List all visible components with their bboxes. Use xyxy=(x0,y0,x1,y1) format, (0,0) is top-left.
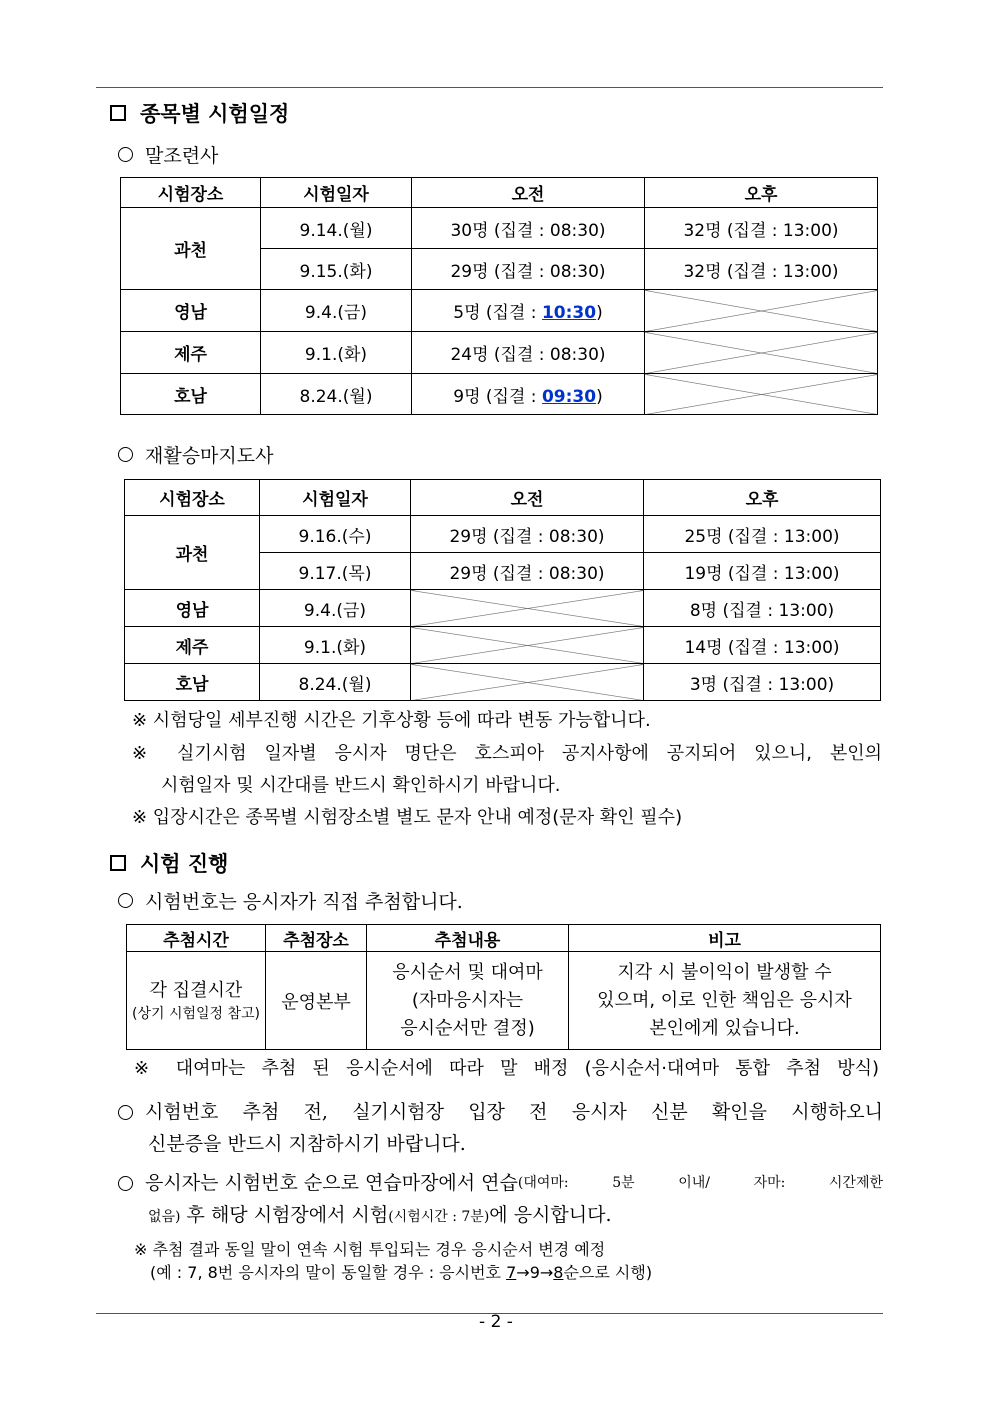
pm-cell: 32명 (집결 : 13:00) xyxy=(645,208,878,249)
am-cell: 9명 (집결 : 09:30) xyxy=(412,374,645,415)
section-title-progress: 시험 진행 xyxy=(110,848,228,878)
am-cell: 29명 (집결 : 08:30) xyxy=(411,516,644,553)
header-pm: 오후 xyxy=(644,480,881,516)
header-am: 오전 xyxy=(412,178,645,208)
place-cell: 과천 xyxy=(125,516,260,590)
empty-crossed-cell xyxy=(411,590,644,627)
table-row xyxy=(121,332,878,374)
table-row xyxy=(121,374,878,415)
place-cell: 영남 xyxy=(121,290,261,332)
am-cell: 29명 (집결 : 08:30) xyxy=(411,553,644,590)
table-header-row xyxy=(121,178,878,208)
date-cell: 9.1.(화) xyxy=(261,332,412,374)
header-place: 시험장소 xyxy=(125,480,260,516)
checkbox-square-icon xyxy=(110,105,126,121)
circle-bullet-icon xyxy=(118,1105,133,1120)
date-cell: 8.24.(월) xyxy=(261,374,412,415)
note-order-change: ※ 추첨 결과 동일 말이 연속 시험 투입되는 경우 응시순서 변경 예정 xyxy=(134,1240,606,1259)
pm-cell: 32명 (집결 : 13:00) xyxy=(645,249,878,290)
pm-cell: 19명 (집결 : 13:00) xyxy=(644,553,881,590)
date-cell: 9.4.(금) xyxy=(261,290,412,332)
subtitle-horse-trainer: 말조련사 xyxy=(118,141,218,168)
table-row xyxy=(125,664,881,701)
date-cell: 9.17.(목) xyxy=(260,553,411,590)
circle-bullet-icon xyxy=(118,893,133,908)
note-applicant-list-cont: 시험일자 및 시간대를 반드시 확인하시기 바랍니다. xyxy=(161,775,561,796)
rehab-instructor-table xyxy=(124,479,881,701)
circle-bullet-icon xyxy=(118,447,133,462)
table-header-row xyxy=(127,925,881,952)
date-cell: 9.16.(수) xyxy=(260,516,411,553)
note-applicant-list: ※ 실기시험 일자별 응시자 명단은 호스피아 공지사항에 공지되어 있으니, 본인의 xyxy=(132,743,882,764)
subtitle-rehab-instructor: 재활승마지도사 xyxy=(118,441,273,468)
highlighted-time: 10:30 xyxy=(541,303,597,323)
table-row xyxy=(121,290,878,332)
subtitle-draw: 시험번호는 응시자가 직접 추첨합니다. xyxy=(118,887,463,914)
para-practice: 응시자는 시험번호 순으로 연습마장에서 연습 (대여마: 5분 이내/ 자마: 시간제한 없음) 후 해당 시험장에서 시험(시험시간 : 7분)에 응시합니다. xyxy=(118,1167,883,1233)
note-order-example: (예 : 7, 8번 응시자의 말이 동일할 경우 : 응시번호 7→9→8순으로 시행) xyxy=(150,1263,653,1282)
table-row xyxy=(125,627,881,664)
table-row xyxy=(121,208,878,249)
am-cell: 29명 (집결 : 08:30) xyxy=(412,249,645,290)
header-draw-content: 추첨내용 xyxy=(367,925,569,952)
highlighted-time: 09:30 xyxy=(541,386,597,407)
am-cell: 5명 (집결 : 10:30) xyxy=(412,290,645,332)
header-rule xyxy=(96,87,883,88)
draw-place-cell: 운영본부 xyxy=(266,952,367,1050)
empty-crossed-cell xyxy=(411,627,644,664)
note-entry-time: ※ 입장시간은 종목별 시험장소별 별도 문자 안내 예정(문자 확인 필수) xyxy=(132,807,683,828)
section-title-schedule: 종목별 시험일정 xyxy=(110,98,289,128)
header-date: 시험일자 xyxy=(260,480,411,516)
header-date: 시험일자 xyxy=(261,178,412,208)
header-pm: 오후 xyxy=(645,178,878,208)
horse-trainer-table xyxy=(120,177,878,415)
pm-cell: 25명 (집결 : 13:00) xyxy=(644,516,881,553)
pm-cell: 14명 (집결 : 13:00) xyxy=(644,627,881,664)
note-horse-assign: ※ 대여마는 추첨 된 응시순서에 따라 말 배정 (응시순서·대여마 통합 추첨 방식) xyxy=(134,1058,879,1079)
place-cell: 제주 xyxy=(121,332,261,374)
am-cell: 30명 (집결 : 08:30) xyxy=(412,208,645,249)
place-cell: 과천 xyxy=(121,208,261,290)
empty-crossed-cell xyxy=(645,374,878,415)
draw-table xyxy=(126,924,881,1050)
pm-cell: 8명 (집결 : 13:00) xyxy=(644,590,881,627)
draw-content-cell: 응시순서 및 대여마 (자마응시자는 응시순서만 결정) xyxy=(367,952,569,1050)
am-cell: 24명 (집결 : 08:30) xyxy=(412,332,645,374)
date-cell: 9.14.(월) xyxy=(261,208,412,249)
note-weather: ※ 시험당일 세부진행 시간은 기후상황 등에 따라 변동 가능합니다. xyxy=(132,710,651,731)
remark-cell: 지각 시 불이익이 발생할 수 있으며, 이로 인한 책임은 응시자 본인에게 있습니다. xyxy=(569,952,881,1050)
date-cell: 8.24.(월) xyxy=(260,664,411,701)
header-remark: 비고 xyxy=(569,925,881,952)
header-draw-time: 추첨시간 xyxy=(127,925,266,952)
header-am: 오전 xyxy=(411,480,644,516)
date-cell: 9.4.(금) xyxy=(260,590,411,627)
date-cell: 9.1.(화) xyxy=(260,627,411,664)
pm-cell: 3명 (집결 : 13:00) xyxy=(644,664,881,701)
table-row xyxy=(125,516,881,553)
page-number: - 2 - xyxy=(479,1312,513,1332)
header-place: 시험장소 xyxy=(121,178,261,208)
empty-crossed-cell xyxy=(645,332,878,374)
header-draw-place: 추첨장소 xyxy=(266,925,367,952)
date-cell: 9.15.(화) xyxy=(261,249,412,290)
empty-crossed-cell xyxy=(411,664,644,701)
place-cell: 영남 xyxy=(125,590,260,627)
empty-crossed-cell xyxy=(645,290,878,332)
table-row xyxy=(125,590,881,627)
table-header-row xyxy=(125,480,881,516)
para-id-check: 시험번호 추첨 전, 실기시험장 입장 전 응시자 신분 확인을 시행하오니 신분증을 반드시 지참하시기 바랍니다. xyxy=(118,1096,883,1160)
place-cell: 제주 xyxy=(125,627,260,664)
circle-bullet-icon xyxy=(118,1176,133,1191)
draw-time-cell: 각 집결시간 (상기 시험일정 참고) xyxy=(127,952,266,1050)
checkbox-square-icon xyxy=(110,855,126,871)
place-cell: 호남 xyxy=(125,664,260,701)
circle-bullet-icon xyxy=(118,147,133,162)
place-cell: 호남 xyxy=(121,374,261,415)
table-row xyxy=(127,952,881,1050)
